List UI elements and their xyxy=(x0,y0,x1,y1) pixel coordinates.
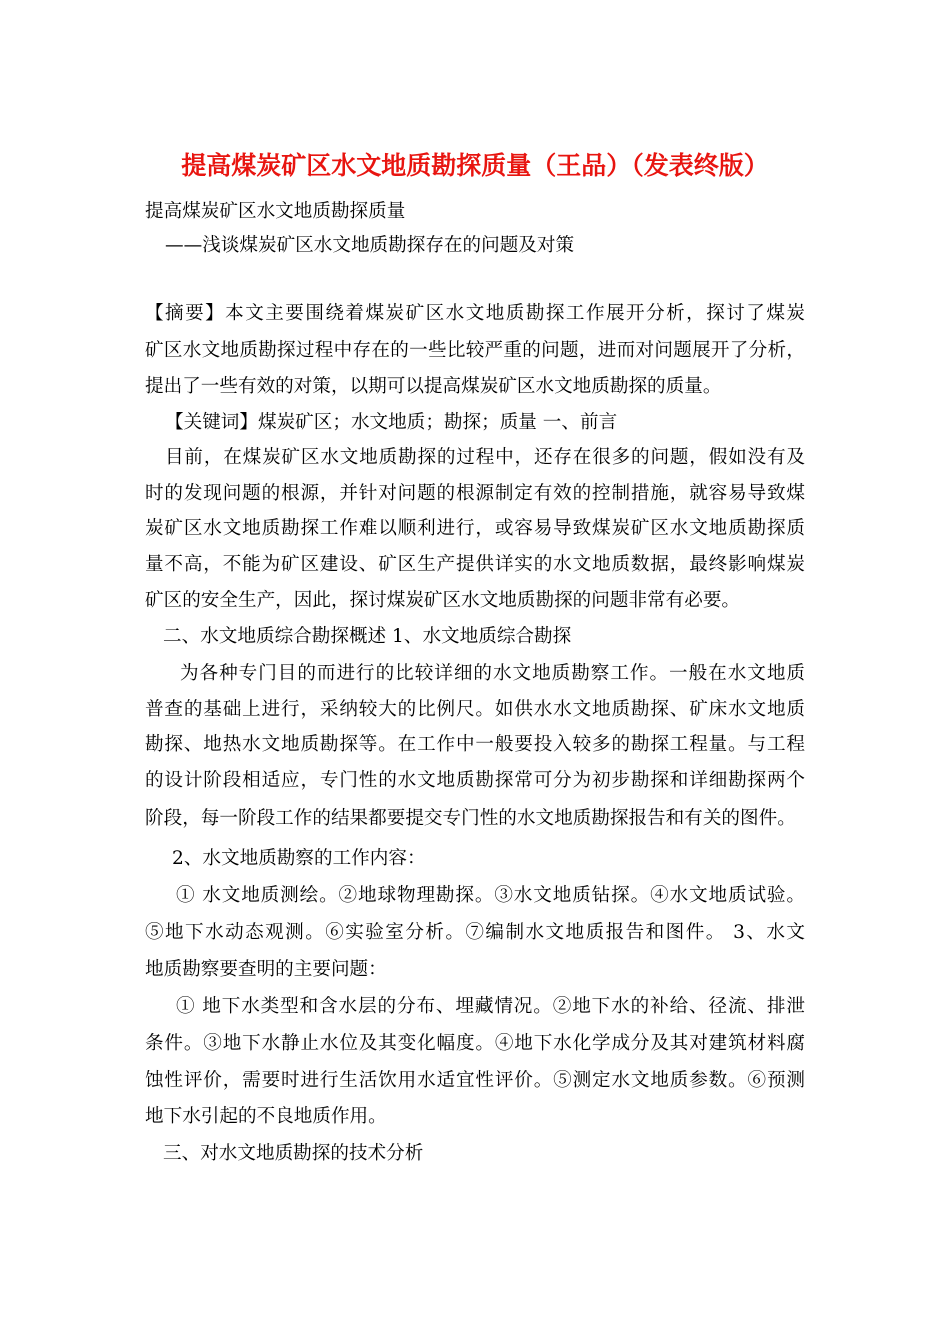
item-heading-2: 2、水文地质勘察的工作内容： xyxy=(172,848,426,869)
abstract-line: 【摘要】本文主要围绕着煤炭矿区水文地质勘探工作展开分析，探讨了煤炭 xyxy=(145,303,805,324)
para1-line: 勘探、地热水文地质勘探等。在工作中一般要投入较多的勘探工程量。与工程 xyxy=(145,734,805,755)
para1-line: 的设计阶段相适应，专门性的水文地质勘探常可分为初步勘探和详细勘探两个 xyxy=(145,770,805,791)
para3-line: ① 地下水类型和含水层的分布、埋藏情况。②地下水的补给、径流、排泄 xyxy=(176,996,805,1017)
intro-line: 矿区的安全生产，因此，探讨煤炭矿区水文地质勘探的问题非常有必要。 xyxy=(145,590,741,611)
intro-line: 炭矿区水文地质勘探工作难以顺利进行，或容易导致煤炭矿区水文地质勘探质 xyxy=(145,518,805,539)
para2-line: 地质勘察要查明的主要问题： xyxy=(145,959,387,980)
section-heading-3: 三、对水文地质勘探的技术分析 xyxy=(163,1143,424,1164)
abstract-line: 提出了一些有效的对策，以期可以提高煤炭矿区水文地质勘探的质量。 xyxy=(145,376,722,397)
intro-line: 时的发现问题的根源，并针对问题的根源制定有效的控制措施，就容易导致煤 xyxy=(145,483,805,504)
para3-line: 蚀性评价，需要时进行生活饮用水适宜性评价。⑤测定水文地质参数。⑥预测 xyxy=(145,1070,805,1091)
para1-line: 普查的基础上进行，采纳较大的比例尺。如供水水文地质勘探、矿床水文地质 xyxy=(145,699,805,720)
intro-line: 目前，在煤炭矿区水文地质勘探的过程中，还存在很多的问题，假如没有及 xyxy=(165,447,805,468)
section-heading-2: 二、水文地质综合勘探概述 1、水文地质综合勘探 xyxy=(163,626,572,647)
document-title: 提高煤炭矿区水文地质勘探质量（王品）（发表终版） xyxy=(181,151,769,180)
para1-line: 阶段，每一阶段工作的结果都要提交专门性的水文地质勘探报告和有关的图件。 xyxy=(145,808,796,829)
subtitle: 提高煤炭矿区水文地质勘探质量 xyxy=(145,201,406,222)
keywords-line: 【关键词】煤炭矿区；水文地质；勘探；质量 一、前言 xyxy=(165,412,618,433)
intro-line: 量不高，不能为矿区建设、矿区生产提供详实的水文地质数据，最终影响煤炭 xyxy=(145,554,805,575)
subtitle-dash: ——浅谈煤炭矿区水文地质勘探存在的问题及对策 xyxy=(165,235,575,256)
para3-line: 地下水引起的不良地质作用。 xyxy=(145,1106,387,1127)
para1-line: 为各种专门目的而进行的比较详细的水文地质勘察工作。一般在水文地质 xyxy=(180,663,805,684)
abstract-line: 矿区水文地质勘探过程中存在的一些比较严重的问题，进而对问题展开了分析， xyxy=(145,340,805,361)
para2-line: ⑤地下水动态观测。⑥实验室分析。⑦编制水文地质报告和图件。 3、水文 xyxy=(145,922,805,943)
para2-line: ① 水文地质测绘。②地球物理勘探。③水文地质钻探。④水文地质试验。 xyxy=(176,885,805,906)
para3-line: 条件。③地下水静止水位及其变化幅度。④地下水化学成分及其对建筑材料腐 xyxy=(145,1033,805,1054)
